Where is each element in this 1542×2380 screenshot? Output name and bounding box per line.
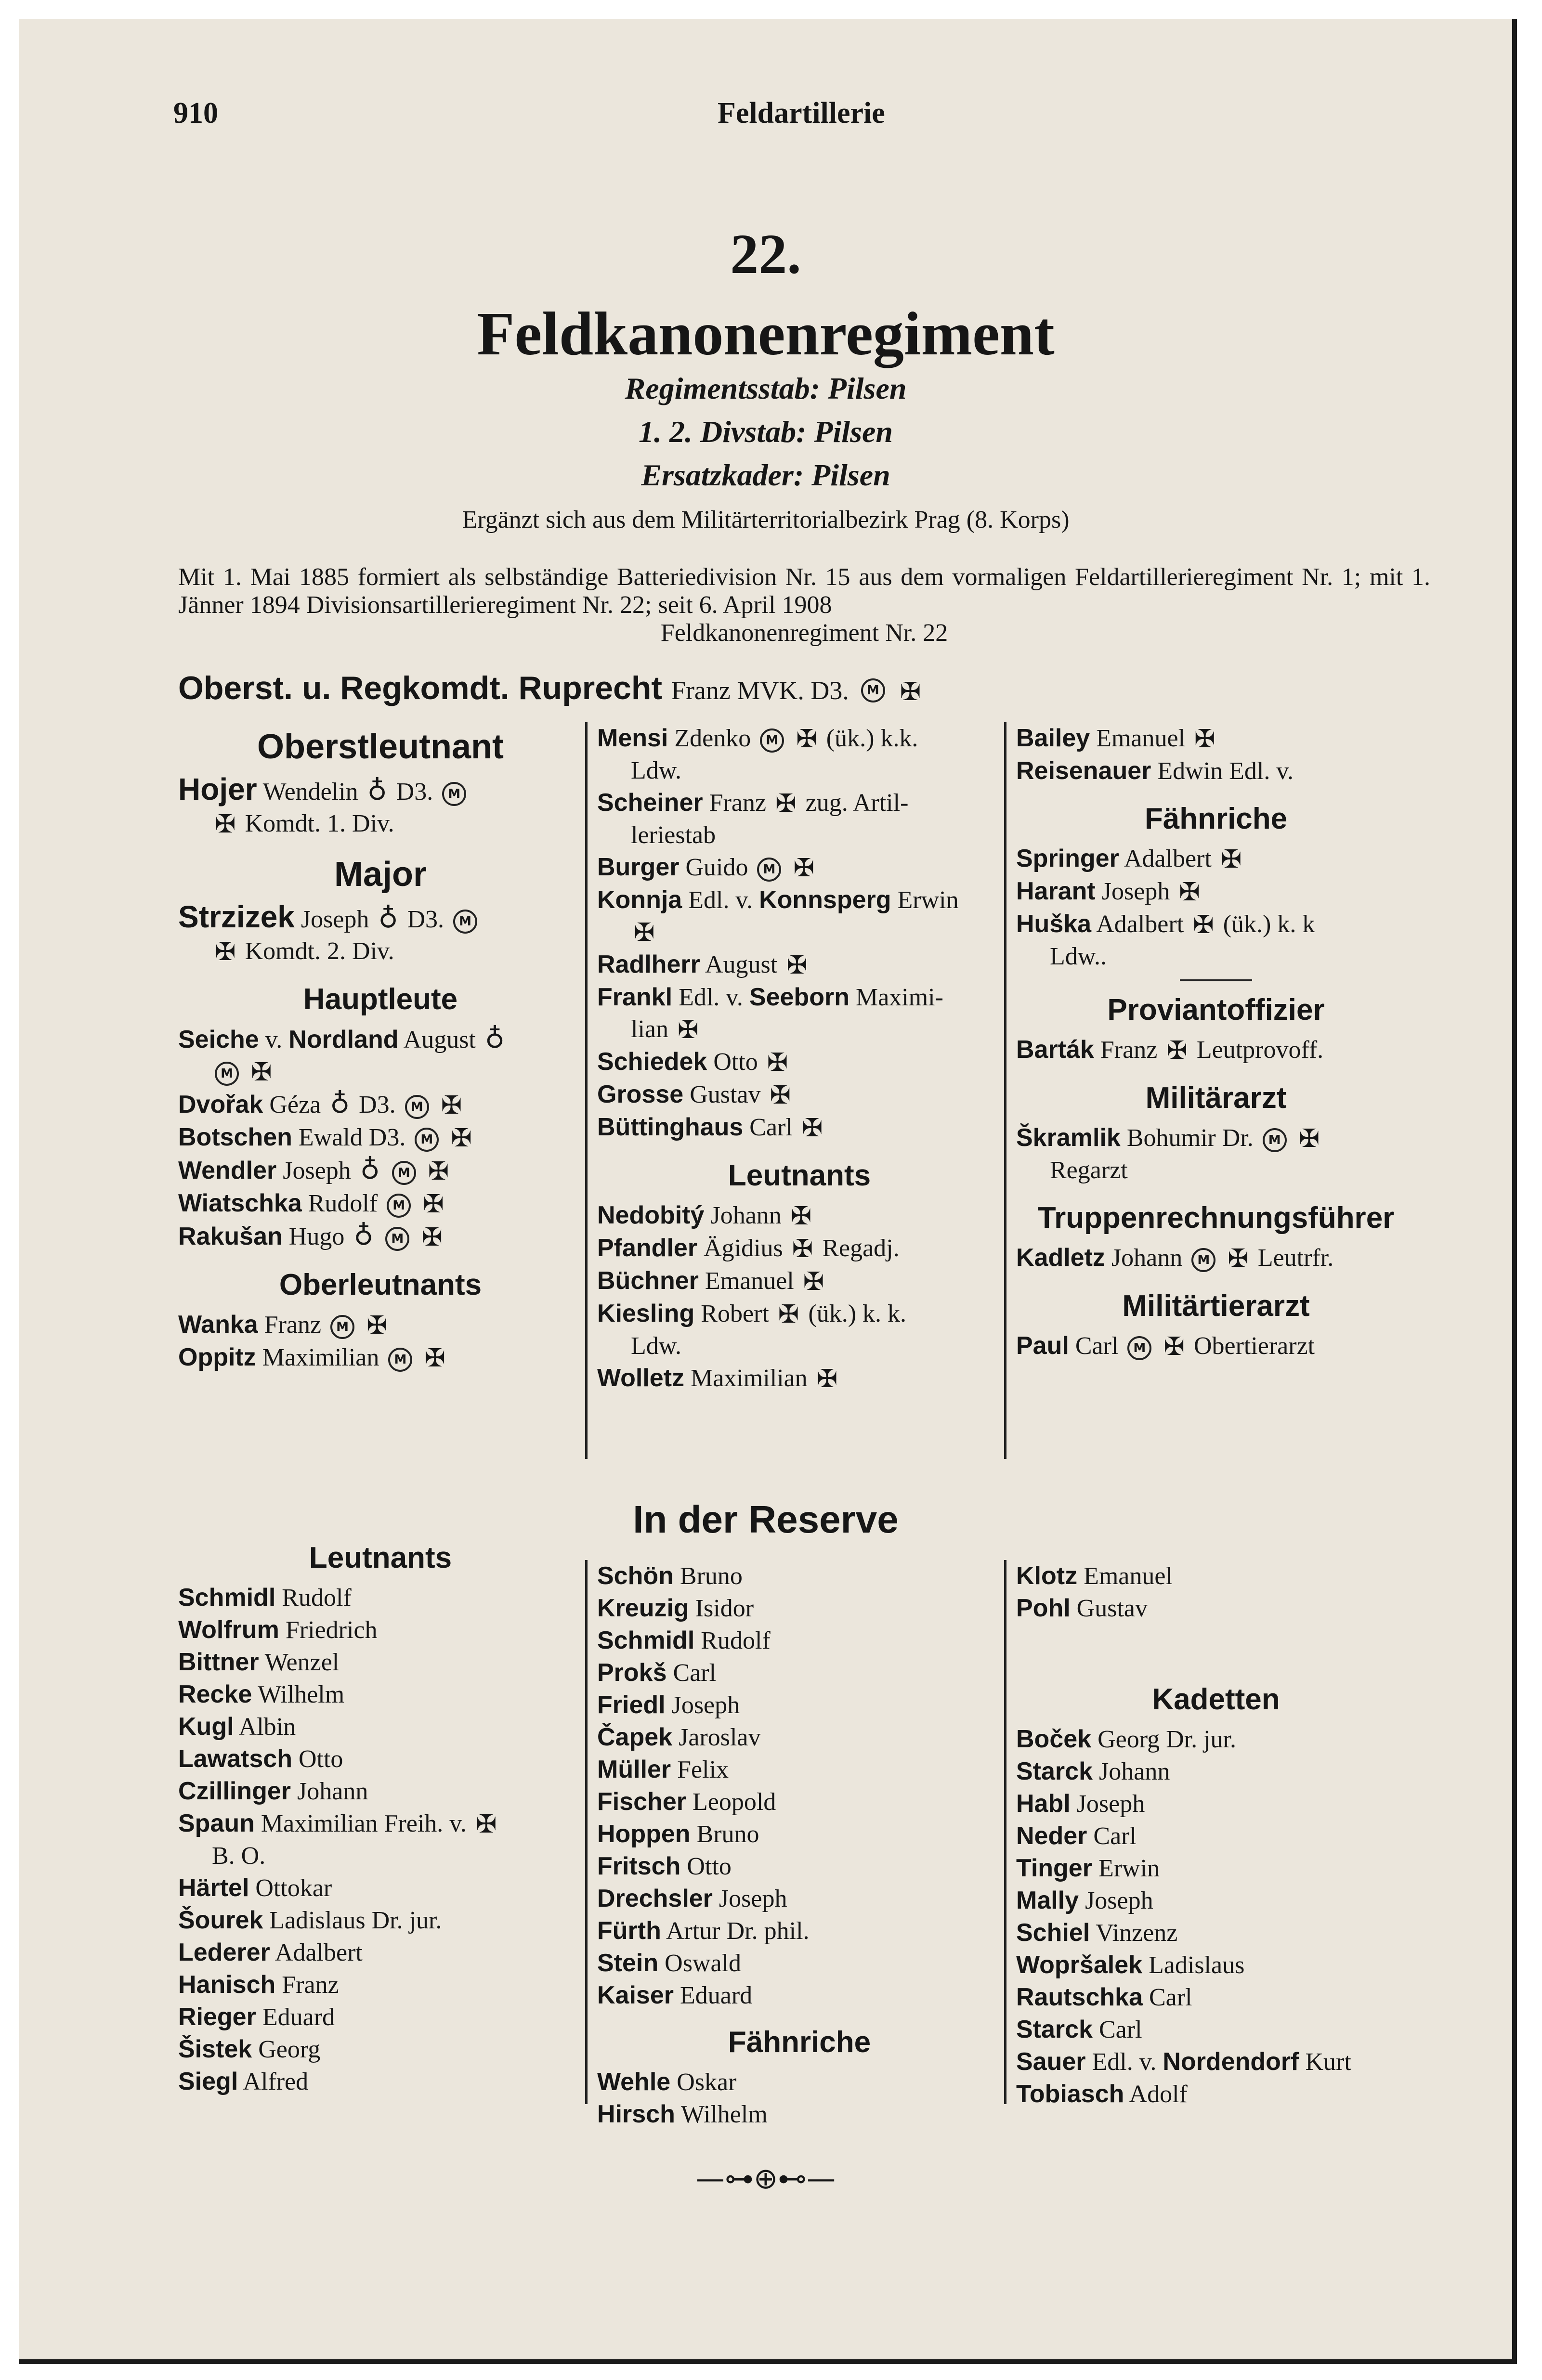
cross-icon: ✠ — [803, 1267, 824, 1296]
cross-icon: ✠ — [767, 1048, 788, 1077]
list-item: Wolfrum Friedrich — [178, 1616, 378, 1644]
cross-icon: ✠ — [1220, 845, 1242, 874]
officer-entry: Pfandler Ägidius ✠ Regadj. — [597, 1232, 1002, 1265]
officer-entry-cont — [597, 916, 1002, 949]
officer-entry: Oppitz Maximilian M ✠ — [178, 1341, 583, 1374]
officer-entry: Mensi Zdenko M ✠ (ük.) k.k. — [597, 722, 1002, 755]
cross-icon: ✠ — [801, 1114, 823, 1143]
officer-entry: Huška Adalbert ✠ (ük.) k. k — [1016, 908, 1416, 941]
officer-entry: Bailey Emanuel ✠ — [1016, 722, 1416, 755]
officer-entry: Kadletz Johann M ✠ Leutrfr. — [1016, 1242, 1416, 1275]
cross-icon: ✠ — [1179, 878, 1200, 907]
list-item: Schmidl Rudolf — [597, 1626, 771, 1654]
officer-entry: Botschen Ewald D3. M ✠ — [178, 1121, 583, 1154]
heading-militaerarzt: Militärarzt — [1145, 1081, 1287, 1115]
commander-rank: Oberst. u. Regkomdt. — [178, 670, 510, 706]
cross-icon: ✠ — [1193, 910, 1214, 939]
reserve-column-3 — [1016, 1560, 1416, 2110]
list-item: Kaiser Eduard — [597, 1981, 753, 2009]
list-item: Tinger Erwin — [1016, 1854, 1160, 1882]
cross-icon: ✠ — [816, 1365, 838, 1393]
merit-badge-icon: M — [330, 1315, 354, 1339]
cross-icon: ✠ — [441, 1091, 462, 1120]
list-item: Sauer Edl. v. Nordendorf Kurt — [1016, 2048, 1351, 2076]
list-item: Müller Felix — [597, 1756, 729, 1783]
cross-icon: ✠ — [1228, 1244, 1249, 1273]
heading-faehnriche: Fähnriche — [1144, 802, 1288, 835]
cross-icon: ✠ — [786, 951, 808, 980]
regiment-name: Feldkanonenregiment — [477, 299, 1055, 368]
officer-entry: Springer Adalbert ✠ — [1016, 843, 1416, 875]
regiment-number: 22. — [730, 222, 801, 286]
heading-truppenrechnungsfuehrer: Truppenrechnungsführer — [1037, 1201, 1395, 1235]
officer-entry-cont: lian ✠ — [597, 1014, 1002, 1046]
running-title: Feldartillerie — [718, 97, 885, 130]
merit-badge-icon: M — [861, 678, 885, 702]
officer-entry: Frankl Edl. v. Seeborn Maximi- — [597, 983, 943, 1011]
officer-entry: Kiesling Robert ✠ (ük.) k. k. — [597, 1298, 1002, 1330]
officer-entry: Büttinghaus Carl ✠ — [597, 1111, 1002, 1144]
list-item: Wehle Oskar — [597, 2068, 737, 2096]
list-item: Rieger Eduard — [178, 2003, 335, 2031]
officer-entry: Seiche v. Nordland August ♁ — [178, 1023, 505, 1054]
history-text-end: Feldkanonenregiment Nr. 22 — [660, 619, 948, 647]
merit-badge-icon: M — [415, 1128, 439, 1152]
list-item: Lederer Adalbert — [178, 1938, 363, 1966]
officer-entry: Schiedek Otto ✠ — [597, 1046, 1002, 1079]
officer-entry: Rakušan Hugo ♁ M ✠ — [178, 1220, 583, 1253]
end-ornament: —⊶⊕⊷— — [695, 2162, 836, 2196]
officer-entry: Hojer Wendelin ♁ D3. M — [178, 773, 583, 808]
cross-icon: ✠ — [215, 937, 236, 966]
cross-icon: ✠ — [475, 1810, 497, 1839]
officer-entry: Wiatschka Rudolf M ✠ — [178, 1187, 583, 1220]
heading-reserve-faehnriche: Fähnriche — [728, 2026, 871, 2059]
list-item: Friedl Joseph — [597, 1691, 740, 1719]
staff-line: Regimentsstab: Pilsen — [625, 371, 907, 405]
list-item: Starck Johann — [1016, 1757, 1170, 1785]
merit-badge-icon: M — [405, 1095, 429, 1119]
page-number: 910 — [173, 97, 218, 130]
merit-badge-icon: M — [392, 1161, 416, 1185]
active-column-3 — [1016, 722, 1416, 1363]
history-text: Mit 1. Mai 1885 formiert als selbständige Batteriedivision Nr. 15 aus dem vormaligen Feldartillerieregiment Nr. 1; mit 1. Jänner 1894 Divisionsartillerieregiment Nr. 22; seit 6. April 1908 — [178, 563, 1430, 619]
list-item: Drechsler Joseph — [597, 1885, 787, 1912]
list-item: Rautschka Carl — [1016, 1983, 1192, 2011]
merit-badge-icon: M — [442, 782, 466, 806]
officer-entry-cont: Regarzt — [1050, 1157, 1128, 1184]
cross-icon: ✠ — [770, 1081, 791, 1110]
list-item: Spaun Maximilian Freih. v. ✠ — [178, 1808, 583, 1840]
cross-icon: ✠ — [423, 1190, 444, 1219]
merit-badge-icon: M — [453, 910, 477, 934]
officer-entry: Dvořak Géza ♁ D3. M ✠ — [178, 1088, 583, 1121]
list-item: Kugl Albin — [178, 1713, 296, 1741]
medal-icon: ♁ — [330, 1088, 350, 1119]
commander-rest: Franz MVK. D3. — [671, 676, 849, 705]
medal-icon: ♁ — [353, 1220, 374, 1251]
list-item: Hirsch Wilhelm — [597, 2100, 768, 2128]
officer-entry: Wolletz Maximilian ✠ — [597, 1362, 1002, 1395]
medal-icon: ♁ — [378, 903, 398, 934]
merit-badge-icon: M — [387, 1194, 411, 1218]
officer-entry: Reisenauer Edwin Edl. v. — [1016, 757, 1294, 785]
list-item: Recke Wilhelm — [178, 1680, 345, 1708]
column-rule — [1004, 1560, 1006, 2104]
list-item: Bittner Wenzel — [178, 1648, 340, 1676]
list-item: Fischer Leopold — [597, 1788, 776, 1816]
cross-icon: ✠ — [792, 1235, 813, 1263]
officer-entry: Wanka Franz M ✠ — [178, 1309, 583, 1341]
merit-badge-icon: M — [385, 1227, 409, 1251]
medal-icon: ♁ — [360, 1154, 380, 1185]
heading-oberleutnants: Oberleutnants — [279, 1268, 482, 1301]
reserve-column-1 — [178, 1536, 583, 2098]
recruitment-line: Ergänzt sich aus dem Militärterritorialbezirk Prag (8. Korps) — [462, 506, 1070, 533]
merit-badge-icon: M — [388, 1348, 412, 1372]
officer-entry-cont: Ldw. — [631, 757, 681, 784]
officer-entry: Konnja Edl. v. Konnsperg Erwin — [597, 886, 959, 914]
heading-militaertierarzt: Militärtierarzt — [1122, 1289, 1310, 1323]
cross-icon: ✠ — [421, 1223, 443, 1252]
cross-icon: ✠ — [428, 1157, 449, 1186]
list-item: Boček Georg Dr. jur. — [1016, 1725, 1236, 1753]
merit-badge-icon: M — [1263, 1128, 1287, 1152]
commander-surname: Ruprecht — [518, 670, 663, 706]
heading-hauptleute: Hauptleute — [303, 983, 458, 1016]
cross-icon: ✠ — [790, 1202, 812, 1231]
cross-icon: ✠ — [366, 1311, 388, 1340]
cross-icon: ✠ — [793, 854, 815, 883]
column-rule — [1004, 722, 1006, 1459]
cross-icon: ✠ — [677, 1015, 699, 1044]
officer-entry: Nedobitý Johann ✠ — [597, 1199, 1002, 1232]
list-item: Klotz Emanuel — [1016, 1562, 1173, 1590]
cross-icon: ✠ — [1298, 1124, 1320, 1153]
list-item: Czillinger Johann — [178, 1777, 368, 1805]
list-item: Habl Joseph — [1016, 1790, 1145, 1818]
list-item: Wopršalek Ladislaus — [1016, 1951, 1245, 1979]
list-item: Mally Joseph — [1016, 1886, 1153, 1914]
list-item: Kreuzig Isidor — [597, 1594, 754, 1622]
column-rule — [585, 1560, 588, 2104]
cross-icon: ✠ — [1194, 725, 1215, 754]
merit-badge-icon: M — [760, 728, 784, 753]
heading-kadetten: Kadetten — [1152, 1683, 1280, 1716]
heading-major: Major — [334, 855, 427, 894]
officer-entry: Barták Franz ✠ Leutprovoff. — [1016, 1034, 1416, 1066]
officer-entry: Wendler Joseph ♁ M ✠ — [178, 1154, 583, 1187]
heading-reserve-leutnants: Leutnants — [309, 1541, 452, 1574]
list-item: Schmidl Rudolf — [178, 1584, 352, 1612]
cross-icon: ✠ — [775, 789, 797, 818]
list-item: Čapek Jaroslav — [597, 1723, 761, 1751]
cross-icon: ✠ — [778, 1300, 799, 1329]
list-item: Härtel Ottokar — [178, 1874, 332, 1902]
list-item: Pohl Gustav — [1016, 1594, 1148, 1622]
officer-entry-cont: ✠ Komdt. 1. Div. — [178, 808, 583, 840]
page — [19, 19, 1517, 2364]
officer-entry: Paul Carl M ✠ Obertierarzt — [1016, 1330, 1416, 1363]
officer-entry-cont: leriestab — [631, 821, 716, 849]
officer-entry: Burger Guido M ✠ — [597, 851, 1002, 884]
list-item: Hoppen Bruno — [597, 1820, 759, 1848]
officer-entry: Strzizek Joseph ♁ D3. M — [178, 901, 583, 936]
officer-entry-cont — [178, 1056, 583, 1088]
cross-icon: ✠ — [215, 810, 236, 839]
active-column-1 — [178, 722, 583, 1374]
cross-icon: ✠ — [1166, 1036, 1188, 1065]
merit-badge-icon: M — [215, 1062, 239, 1086]
cross-icon: ✠ — [1163, 1332, 1185, 1361]
list-item: Šistek Georg — [178, 2035, 321, 2063]
reserve-column-2 — [597, 1560, 1002, 2131]
cross-icon: ✠ — [451, 1124, 472, 1153]
list-item: Stein Oswald — [597, 1949, 742, 1977]
cross-icon: ✠ — [796, 725, 817, 754]
division-line: 1. 2. Divstab: Pilsen — [639, 415, 893, 449]
officer-entry: Harant Joseph ✠ — [1016, 875, 1416, 908]
list-item: Schön Bruno — [597, 1562, 743, 1590]
list-item: Neder Carl — [1016, 1822, 1137, 1850]
list-item: Lawatsch Otto — [178, 1745, 343, 1773]
column-rule — [585, 722, 588, 1459]
officer-entry-cont: Ldw.. — [1050, 943, 1107, 970]
cross-icon: ✠ — [424, 1344, 445, 1373]
list-item-cont: B. O. — [212, 1842, 266, 1870]
reserve-cadre-line: Ersatzkader: Pilsen — [641, 458, 890, 492]
cross-icon: ✠ — [900, 677, 921, 706]
merit-badge-icon: M — [1191, 1248, 1215, 1272]
list-item: Fritsch Otto — [597, 1852, 732, 1880]
officer-entry: Scheiner Franz ✠ zug. Artil- — [597, 787, 1002, 819]
reserve-heading: In der Reserve — [633, 1498, 899, 1541]
heading-proviantoffizier: Proviantoffizier — [1107, 993, 1325, 1027]
history-paragraph — [178, 563, 1430, 647]
merit-badge-icon: M — [757, 858, 781, 882]
list-item: Siegl Alfred — [178, 2068, 309, 2095]
officer-entry: Büchner Emanuel ✠ — [597, 1265, 1002, 1298]
active-column-2 — [597, 722, 1002, 1395]
officer-entry: Škramlik Bohumir Dr. M ✠ — [1016, 1122, 1416, 1155]
list-item: Šourek Ladislaus Dr. jur. — [178, 1906, 442, 1934]
officer-entry-cont: ✠ Komdt. 2. Div. — [178, 936, 583, 968]
list-item: Starck Carl — [1016, 2016, 1142, 2043]
list-item: Fürth Artur Dr. phil. — [597, 1917, 810, 1945]
cross-icon: ✠ — [251, 1058, 272, 1087]
list-item: Tobiasch Adolf — [1016, 2080, 1188, 2108]
officer-entry-cont: Ldw. — [631, 1332, 681, 1360]
heading-oberstleutnant: Oberstleutnant — [257, 728, 504, 766]
officer-entry: Radlherr August ✠ — [597, 949, 1002, 981]
list-item: Prokš Carl — [597, 1659, 717, 1687]
commander-line — [178, 669, 924, 707]
list-item: Hanisch Franz — [178, 1971, 339, 1999]
officer-entry: Grosse Gustav ✠ — [597, 1079, 1002, 1111]
cross-icon: ✠ — [634, 918, 655, 947]
heading-leutnants: Leutnants — [728, 1159, 871, 1192]
medal-icon: ♁ — [484, 1023, 505, 1054]
list-item: Schiel Vinzenz — [1016, 1919, 1178, 1947]
divider — [1180, 979, 1252, 981]
merit-badge-icon: M — [1127, 1336, 1151, 1360]
medal-icon: ♁ — [367, 775, 387, 806]
